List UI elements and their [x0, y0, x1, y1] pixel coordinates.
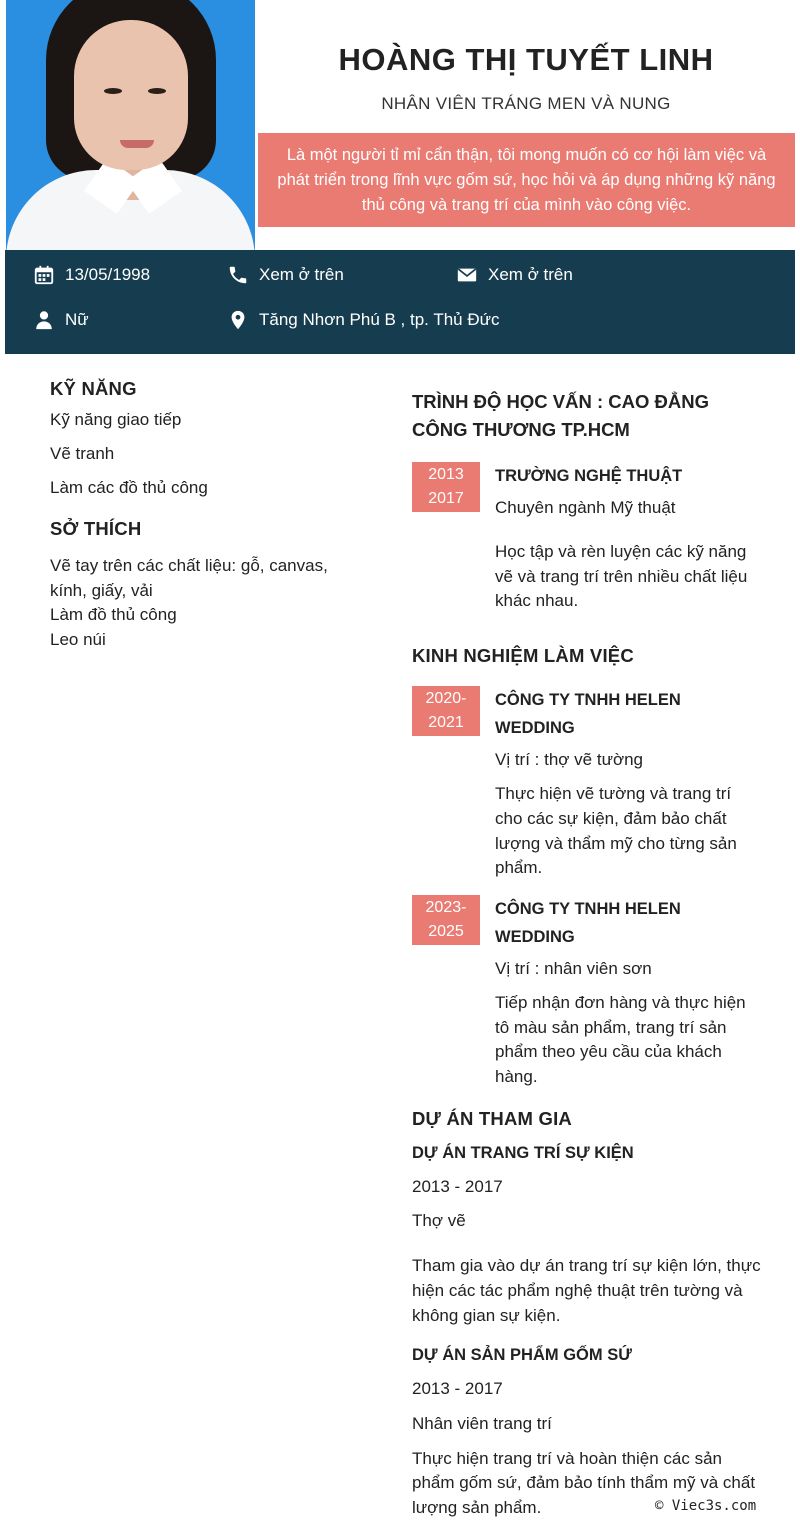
date-from: 2013	[428, 466, 464, 483]
company-name: CÔNG TY TNHH HELEN WEDDING	[495, 899, 681, 946]
hobby-item: Leo núi	[50, 629, 106, 649]
experience-desc: Thực hiện vẽ tường và trang trí cho các sự kiện, đảm bảo chất lượng và thẩm mỹ cho từng sản phẩm.	[495, 784, 737, 878]
person-icon	[33, 309, 55, 331]
address-value: Tăng Nhơn Phú B , tp. Thủ Đức	[259, 310, 500, 329]
skill-item: Kỹ năng giao tiếp	[50, 410, 182, 429]
date-badge	[412, 686, 480, 736]
gender-value: Nữ	[65, 310, 89, 329]
project-desc: Tham gia vào dự án trang trí sự kiện lớn, thực hiện các tác phẩm nghệ thuật trên tường và không gian sự kiện.	[412, 1256, 761, 1325]
contact-gender	[33, 309, 89, 331]
envelope-icon	[456, 264, 478, 286]
date-from: 2020-	[425, 690, 467, 708]
date-to: 2017	[428, 490, 464, 507]
email-value: Xem ở trên	[488, 265, 573, 284]
career-objective: Là một người tỉ mỉ cẩn thận, tôi mong muốn có cơ hội làm việc và phát triển trong lĩnh vực gốm sứ, học hỏi và áp dụng những kỹ năng thủ công và trang trí của mình vào công việc.	[258, 133, 795, 227]
skills-heading: KỸ NĂNG	[50, 378, 137, 399]
position: Vị trí : thợ vẽ tường	[495, 750, 644, 770]
experience-entry	[412, 895, 762, 1090]
profile-photo	[6, 0, 255, 250]
major: Chuyên ngành Mỹ thuật	[495, 498, 676, 517]
education-heading: TRÌNH ĐỘ HỌC VẤN : CAO ĐẲNG CÔNG THƯƠNG TP.HCM	[412, 391, 710, 440]
skill-item: Làm các đồ thủ công	[50, 478, 208, 497]
dob-value: 13/05/1998	[65, 265, 151, 284]
right-column	[412, 388, 762, 1520]
location-pin-icon	[227, 309, 249, 331]
education-desc: Học tập và rèn luyện các kỹ năng vẽ và trang trí trên nhiều chất liệu khác nhau.	[495, 542, 748, 611]
calendar-icon	[33, 264, 55, 286]
school-name: TRƯỜNG NGHỆ THUẬT	[495, 467, 683, 485]
left-column	[50, 378, 350, 652]
project-name: DỰ ÁN TRANG TRÍ SỰ KIỆN	[412, 1143, 634, 1162]
company-name: CÔNG TY TNHH HELEN WEDDING	[495, 691, 681, 738]
project-period: 2013 - 2017	[412, 1176, 503, 1196]
date-badge	[412, 895, 480, 945]
contact-dob	[33, 264, 150, 286]
experience-heading: KINH NGHIỆM LÀM VIỆC	[412, 645, 634, 667]
projects-heading: DỰ ÁN THAM GIA	[412, 1107, 572, 1129]
candidate-name: HOÀNG THỊ TUYẾT LINH	[338, 42, 714, 77]
date-badge	[412, 462, 480, 512]
skill-item: Vẽ tranh	[50, 444, 115, 463]
job-title: NHÂN VIÊN TRÁNG MEN VÀ NUNG	[381, 94, 671, 113]
hobby-item: Làm đồ thủ công	[50, 605, 177, 624]
project-role: Thợ vẽ	[412, 1211, 466, 1231]
phone-icon	[227, 264, 249, 286]
copyright-footer: © Viec3s.com	[655, 1498, 757, 1514]
position: Vị trí : nhân viên sơn	[495, 958, 652, 978]
contact-email	[456, 264, 573, 286]
date-to: 2025	[428, 922, 464, 940]
date-to: 2021	[428, 714, 464, 732]
phone-value: Xem ở trên	[259, 265, 344, 284]
date-from: 2023-	[425, 898, 467, 916]
hobbies-heading: SỞ THÍCH	[50, 518, 142, 539]
hobby-item: Vẽ tay trên các chất liệu: gỗ, canvas, kính, giấy, vải	[50, 556, 328, 600]
project-name: DỰ ÁN SẢN PHẨM GỐM SỨ	[412, 1346, 632, 1365]
project-role: Nhân viên trang trí	[412, 1413, 552, 1433]
education-entry	[412, 462, 762, 614]
hobbies-list	[50, 554, 350, 652]
contact-bar	[5, 250, 795, 354]
project-desc: Thực hiện trang trí và hoàn thiện các sản phẩm gốm sứ, đảm bảo tính thẩm mỹ và chất lượng sản phẩm.	[412, 1448, 756, 1518]
project-period: 2013 - 2017	[412, 1379, 503, 1399]
contact-address	[227, 309, 500, 331]
contact-phone	[227, 264, 344, 286]
experience-desc: Tiếp nhận đơn hàng và thực hiện tô màu sản phẩm, trang trí sản phẩm theo yêu cầu của khách hàng.	[495, 992, 746, 1087]
experience-entry	[412, 686, 762, 881]
